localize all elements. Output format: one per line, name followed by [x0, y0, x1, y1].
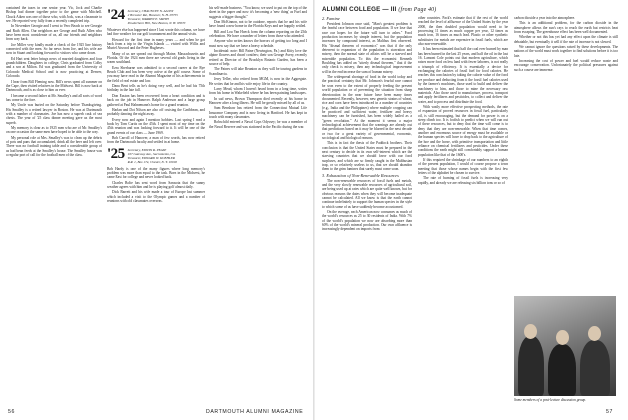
paragraph: Jerry Teller, who retired from MGM, is now in the Aggregate. He writes that he and his wife enjoy life in the country. [209, 77, 307, 86]
paragraph: On the average, each American now consumes as much of the world's resources as 25 to 30 residents of India. With 7% of the world's population we now are absorbing more than 60% of the world's mineral production. Our own affluence is increasingly dependent on imports from [322, 210, 412, 232]
paragraph: If this required the shrinkage of our numbers to an eighth of the present population, I would of course propose a town meeting that those whose names begin with the first few letters of the alphabet be chosen to survive. [418, 158, 508, 176]
left-column-1 [6, 6, 102, 406]
right-column-2 [418, 16, 508, 406]
paragraph: My memory is clear as to 1925 men who are of Mr. Smalley's on one occasion the same men have hoped to be able to the way. [6, 125, 102, 135]
class-officers [128, 8, 186, 25]
secretary-name: Secretary, CHAUNCEY N. ALLEN [127, 9, 174, 13]
paragraph: My personal role at Mrs. Smalley's was to clean up the debris of pots and pans that accumulated, drink all the beer and left over. There was no football training table and a considerable group of us had bean feeds at the Smalley's house. The Smalley house was a regular port of call for the football men of the class. [6, 135, 102, 157]
class-25-header [107, 147, 205, 164]
paragraph: Don McKinnon, not to be outdone, reports that he and his wife have found a new home in the Florida Keys and are happily settled. [209, 20, 307, 29]
class-24-header [107, 8, 205, 25]
paragraph: With vastly more effective prospecting methods, the rate of expansion of proved resources in fossil fuel, particularly oil, is still encouraging, but the demand for power is on a steep climb too. It is foolish to predict when we will run out of these resources, but to deny that the time will come is to deny that they are non-renewable. When that time comes, another and enormous source of energy must be available or the human species will have to drop back to the agriculture of the hoe and the horse, with primitive transportation and little reliance on chemical fertilizers and pesticides. Under these conditions the earth might still comfortably support a human population like that of the 1600's. [418, 104, 508, 157]
paragraph: Whatever else has happened since I last wrote this column, we have had fine weather for our golf tournament and the annual visits. [107, 28, 205, 37]
paragraph: Bob Hardy is one of the many figures where long memory's problem was more than equal to the task. Born in the Midwest, he came East for college and never looked back. [107, 166, 205, 180]
paragraph: Harlan and Dot Nilson are also off cruising the Caribbean, and probably dancing the night away. [107, 107, 205, 117]
left-column-2 [107, 6, 205, 406]
left-column-3 [209, 6, 307, 406]
paragraph: Charles Bolte has sent word from Sarasota that the sunny weather agrees with him and he is playing golf almost daily. [107, 180, 205, 189]
class-year: '24 [107, 7, 125, 23]
paragraph: Whether or not this has yet had any effect upon the climate is still debatable, but eventually it will if the rate of increase is not slowed. [514, 35, 618, 44]
paragraph: Sam Benshaw has retired from the Connecticut Mutual Life Insurance Company and is now living in Hartford. He has kept in touch with many classmates. [209, 106, 307, 119]
page-gutter [313, 0, 315, 420]
paragraph: Anyone who writes knows the horrors of getting too long and I must now say that we have a heavy schedule. [209, 39, 307, 48]
running-head [322, 6, 436, 13]
discussion-group-photo [514, 296, 616, 396]
paragraph: The non-renewable resources of fossil fuels and metals, and the very slowly renewable resources of agricultural soil, are being used up at rates which are quite well known, but for obvious reasons the dates when they will become inadequate cannot be calculated. All we know is that the earth cannot continue indefinitely to support the human species in the style to which some of us have suddenly become accustomed. [322, 178, 412, 209]
paragraph: We cannot ignore the questions raised by these developments. The nations of the world must work together to find solutions before it is too late. [514, 45, 618, 58]
treasurer-name: Treasurer, WARREN E. SMITH [127, 17, 169, 21]
paragraph: Bob Carroll of Hanover, a man of few words, has now retired from the Dartmouth faculty and settled in at home. [107, 135, 205, 145]
paragraph: Bill and Lou Van Hoeck form the column reporting on the 25th celebration. We have a number of letters from those who attended. [209, 29, 307, 39]
secretary-name: Secretary, EDWIN R. PEASE [127, 147, 167, 152]
paragraph: Howard for the first time in many years — and when he got back from a trip to the Virgin Islands — visited with Willis and Muriel Atwood and the Peter Hugheses. [107, 37, 205, 51]
paragraph: President Johnson once said, "Man's greatest problem is the fearful race between food and population. If we lose that race our hopes for the future will turn to ashes." Food production increases by simple interest, but the population increases by compound interest, as Malthus first observed. His "dismal theorem of economics" was that if the only deterrent to expansion of the population is starvation and misery, then the normal state of affairs will be a starved and miserable population. To this the economist Kenneth Boulding has added an "utterly dismal theorem," that if the only check is misery, then any technological improvement will in the end increase the sum of human misery. [322, 22, 412, 74]
secretary-address: 107 Gateway Ave., Sacramento, CA. [127, 151, 176, 156]
paragraph: In November Georgie and I went to Vero Beach to see Georgie and Ruth Allen. Our neighbors are George and Ruth Allen who have been most considerate of us, all our friends and neighbors from way back. [6, 24, 102, 42]
paragraph: I became a second father at Mr. Smalley's and all sorts of word has come to the fore. [6, 93, 102, 102]
paragraph: carbon dioxide a year into the atmosphere. [514, 16, 576, 20]
paragraph: Robschild entered a Naval Cops Odyssey; he was a member of the Naval Reserve and was stationed in the Pacific during the war. [209, 120, 307, 129]
paragraph: Ezra Sherburne was admitted to a second career at the Rye Beach Club and has been very active at the golf course. Some of you may have read in the Alumni Magazine of his achievements in the field of real estate and law. [107, 65, 205, 83]
paragraph: Ed Hart sent letter brings news of married daughters and four grandchildren. Daughters in college, Chris graduated from Colby and a son at Milton. Ed was graduated from the University of Colorado Medical School and is now practicing at Denver, Colorado. [6, 56, 102, 79]
paragraph: Joe Miller very kindly made a check of the 1925 line history connected with the men. So far news from Joe, and his wife are now in Stuart and looking forward to visitors who came down. [6, 42, 102, 56]
section-title-resources: 3. Exhaustion of Non-Renewable Resources [322, 172, 399, 178]
paragraph: My Uncle was buried on the Saturday before Thanksgiving. His Smalley is a retired lawyer in Boston. He was at Dartmouth with a number of classmates. Joe has now a superb cask of sea chests. The year of '25 class dinner meeting gave us the most superb. [6, 103, 102, 125]
paragraph: In sad news, Brown Thompson died recently at his home in Hanover after a long illness. He will be greatly missed by all of us. [209, 96, 307, 105]
class-officers [128, 147, 177, 164]
paragraph: I hear from Bill Fleming now. Bill's news spent all summer on the Cape, then visited relatives in the Midwest. Bill is now back at Dartmouth, and is as close to him as ever. [6, 79, 102, 93]
paragraph: Don Easton has been recovered from a heart condition and is back on the job in Hanover. Ralph Anderson and a large group gathered at Paul Hahnemann's home for a grand reunion. [107, 93, 205, 107]
paragraph: The Paines will take Reunion as they will be touring gardens in Scandinavia. [209, 67, 307, 76]
paragraph: other countries. Pack's estimate that if the rest of the world reached the level of affluence of the United States by the year 2000, the then doubled population would need to be processing 11 times as much copper per year, 12 times as much iron, 16 times as much lead. Plastic or other synthetic substitutes for metals are expensive in fossil fuels, which are also non-renewable. [418, 16, 508, 47]
secretary-address: 2 Brewster Rd., Hanover, N. H. 03755 [127, 13, 178, 17]
treasurer-address: Powderhorn Hill, New Boston, N. H. 03070 [127, 21, 186, 25]
paragraph: Larry Mead, whom I haven't heard from in a long time, writes from his home in Wakefield where he has been painting landscapes. [209, 86, 307, 96]
paragraph: This is an additional problem, for the carbon dioxide in the atmosphere allows the sun's rays to reach the earth but restricts heat from escaping. The greenhouse effect has been well documented. [514, 21, 618, 35]
paragraph: Dick Barrett and his wife made a tour of Europe last summer which included a visit to the Olympic games and a number of reunions with old classmates overseas. [107, 190, 205, 203]
paragraph: Increasing the cost of power and fuel would reduce waste and encourage conservation. Unfortunately the political pressures against such a course are immense. [514, 59, 618, 72]
paragraph: his self-made business. "You know, we used to put on the top of the sheet in the paper and now it's becoming a 'new thing' as Fuel and suggests a bigger thought." [209, 6, 307, 19]
treasurer-address: R.R. 1, Box 174, Chester, N. Y. 10918 [127, 159, 177, 164]
class-year: '25 [107, 145, 125, 162]
paragraph: Many of us are spread out through Maine, Massachusetts and Florida. Of the 1924 men there are several old grads living in the warm southland. [107, 51, 205, 65]
footer-magazine-title: DARTMOUTH ALUMNI MAGAZINE [206, 409, 304, 415]
running-head-continuation: (from Page 40) [398, 7, 437, 13]
right-column-1 [322, 16, 412, 406]
paragraph: Incidental: note: Bill Paine (Newington, Pa.) and Kitty love the alpine flowers and dwarf conifers; their son George Avery, recently retired as Director of the Brooklyn Botanic Garden, has been a source of help. [209, 49, 307, 67]
right-column-3 [514, 16, 618, 292]
page-number-left: 56 [8, 409, 15, 415]
section-title-famine: 2. Famine [322, 16, 340, 21]
paragraph: Every now and again I mention hobbies. Last spring I read a book by Tom Curtis on the 45th. I spent most of my time on the 45th reunion and was looking forward to it. It will be one of the grand events of our class — June 1969. [107, 117, 205, 135]
running-head-title: ALUMNI COLLEGE — III [322, 6, 397, 13]
page-number-right: 57 [606, 409, 613, 415]
treasurer-name: Treasurer, EDWARD W. KOEHLER [127, 155, 175, 160]
paragraph: contained the taxes in one senior year. Vic, Jock and Charlie Bishop had dinner together prior to the game with Mitchell. Chuck Aiken was one of those who, with Jock, was a classmate to see. He reported very fully from a recently completed trip. [6, 6, 102, 24]
paragraph: This is in fact the thesis of the Paddock brothers. Their conclusion is that the United States must be prepared in the next century to decide in its own self-interest which are the starving countries that we should favor with our food surpluses, and which are so firmly caught in the Malthusian trap, or so relatively useless to us, that we should abandon them to the grim famines that surely must come soon. [322, 141, 412, 172]
paragraph: Dana Bent tells us he's doing very well, and he had his 75th birthday in the late fall. [107, 84, 205, 93]
paragraph: The widespread shortage of food in the world today and the practical certainty that Mr. Johnson's fearful race cannot be won even to the extent of properly feeding the present world population or of preventing the situation from sharp deterioration in the near future have been many times documented. Recently, however, new genetic strains of wheat, rice and corn have been introduced in a number of countries (e.g., India and the Philippines) where multiple cropping can be practiced and sufficient water, fertilizer and heavy machinery can be furnished, has been widely hailed as a "green revolution." At the moment it seems a major technological achievement that the warnings are already out that predictions based on it may be blurred in the next decade or two for a great variety of governmental, economic, sociological and biological reasons. [322, 75, 412, 140]
paragraph: It has been estimated that half the coal ever burned by man has been burned in the last 25 years, and half the oil in the last 16. Lamont Cole points out that modern agriculture, which raises more food on less land with fewer laborers, is not really a triumph of efficiency. It is essentially a device for exchanging the calories of fossil fuel for food calories. He reaches this conclusion by taking the calorie value of the food we produce and deducting from it the fossil fuel calories used by the farmer's machines, those used to build and deliver the machinery to him, and those to mine the necessary raw materials. Also those used to manufacture, process, transport and apply fertilizers and pesticides, to collect and deliver the water, and to process and distribute the food. [418, 47, 508, 104]
paragraph: The rate of burning of fossil fuels is increasing very rapidly, and already we are releasing six billion tons or so of [418, 176, 508, 185]
photo-caption: Some members of a post-lecture discussion group. [514, 398, 587, 402]
